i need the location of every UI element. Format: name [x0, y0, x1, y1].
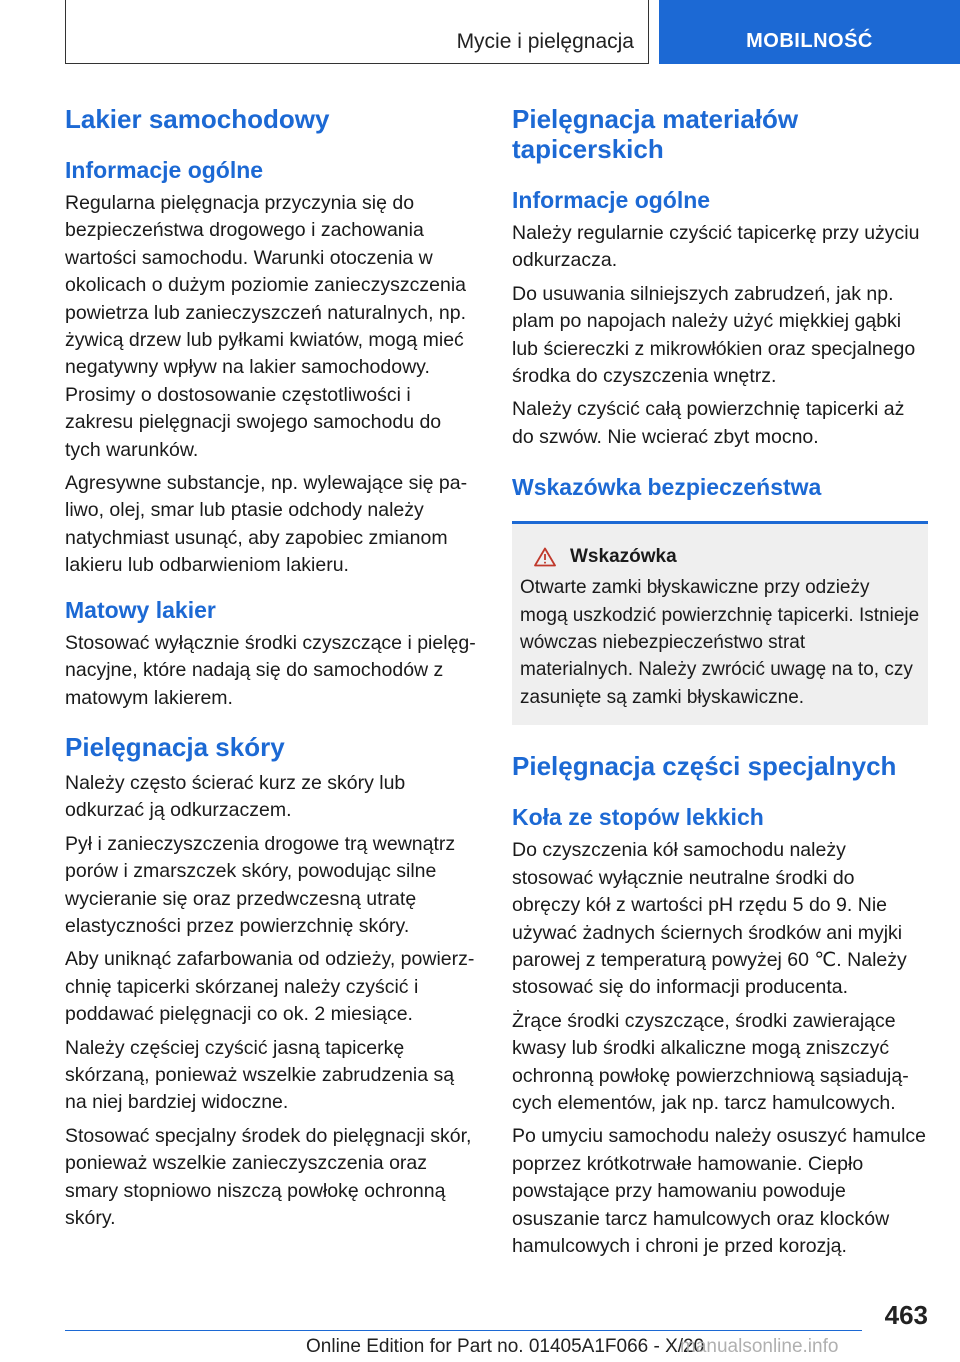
footer-rule — [65, 1330, 862, 1331]
chapter-title: MOBILNOŚĆ — [746, 30, 873, 52]
watermark: manualsonline.info — [680, 1336, 839, 1357]
right-column — [512, 100, 928, 1260]
heading-czesci: Pielęgnacja części specjalnych — [512, 751, 897, 782]
paragraph: Po umyciu samochodu należy osuszyć hamulce poprzez krótkotrwałe hamowanie. Ciepło powstające przy hamowaniu powoduje osuszanie tarcz hamulcowych oraz klocków hamulcowych i chroni je przed korozją. — [512, 1125, 927, 1257]
warning-triangle-icon — [534, 547, 556, 567]
heading-skora: Pielęgnacja skóry — [65, 731, 285, 762]
heading-matowy: Matowy lakier — [65, 596, 216, 623]
page-header — [0, 0, 960, 66]
chapter-tab — [659, 0, 960, 64]
edition-text: Online Edition for Part no. 01405A1F066 - X/20 — [306, 1336, 705, 1357]
paragraph: Do usuwania silniejszych zabrudzeń, jak np. plam po napojach należy użyć miękkiej gąbki lub ściereczki z mikrowłókien oraz specjalnego środka do czyszczenia wnętrz. — [512, 282, 916, 388]
paragraph: Należy często ścierać kurz ze skóry lub odkurzać ją odkurzaczem. — [65, 771, 406, 822]
paragraph: Stosować wyłącznie środki czyszczące i pielęgnacyjne, które nadają się do samochodów z matowym lakierem. — [65, 631, 476, 709]
left-column — [65, 100, 477, 1232]
paragraph: Do czyszczenia kół samochodu należy stosować wyłącznie neutralne środki do obręczy kół z wartości pH rzędu 5 do 9. Nie używać żadnych ściernych środków ani myjki parowej z temperaturą powyżej 60 ℃. Należy stosować się do informacji producenta. — [512, 839, 907, 999]
paragraph: Pył i zanieczyszczenia drogowe trą wewnątrz porów i zmarszczek skóry, powodując silne wycieranie się oraz przedwczesną utratę elastyczności przez powierzchnię skóry. — [65, 832, 456, 937]
heading-info-general: Informacje ogólne — [512, 187, 711, 213]
paragraph: Aby uniknąć zafarbowania od odzieży, powierzchnię tapicerki skórzanej należy czyścić i poddawać pielęgnacji co ok. 2 miesiące. — [65, 948, 475, 1026]
paragraph: Należy czyścić całą powierzchnię tapicerki aż do szwów. Nie wcierać zbyt mocno. — [512, 398, 905, 448]
heading-lakier: Lakier samochodowy — [65, 104, 330, 134]
heading-info-general: Informacje ogólne — [65, 157, 264, 183]
notice-text: Otwarte zamki błyskawiczne przy odzieży mogą uszkodzić powierzchnię tapicerki. Istnieje wówczas niebezpieczeństwo strat materialnych. Należy zwrócić uwagę na to, czy zasunięte są zamki błyskawiczne. — [520, 577, 920, 708]
paragraph: Regularna pielęgnacja przyczynia się do bezpieczeństwa drogowego i zachowania wartości samochodu. Warunki otoczenia w okolicach o dużym poziomie zanieczyszczenia powietrza lub zanieczyszczeń naturalnych, np. żywicą drzew lub pyłkami kwiatów, mogą mieć negatywny wpływ na lakier samochodowy. Prosimy o dostosowanie częstotliwości i zakresu pielęgnacji swojego samochodu do tych warunków. — [65, 192, 467, 461]
paragraph: Należy regularnie czyścić tapicerkę przy użyciu odkurzacza. — [512, 222, 920, 272]
notice-title: Wskazówka — [570, 546, 677, 568]
paragraph: Agresywne substancje, np. wylewające się paliwo, olej, smar lub ptasie odchody należy natychmiast usunąć, aby zapobiec zmianom lakieru lub odbarwieniom lakieru. — [65, 472, 468, 577]
paragraph: Stosować specjalny środek do pielęgnacji skór, ponieważ wszelkie zanieczyszczenia oraz smary stopniowo niszczą powłokę ochronną skóry. — [65, 1124, 472, 1229]
safety-notice-box — [512, 521, 928, 725]
paragraph: Żrące środki czyszczące, środki zawierające kwasy lub środki alkaliczne mogą zniszczyć ochronną powłokę powierzchniową sąsiadujących elementów, jak np. tarcz hamulcowych. — [512, 1009, 909, 1114]
section-header-box — [65, 0, 649, 64]
heading-wskazowka: Wskazówka bezpieczeństwa — [512, 474, 822, 501]
paragraph: Należy częściej czyścić jasną tapicerkę skórzaną, ponieważ wszelkie zabrudzenia są na niej bardziej widoczne. — [65, 1036, 455, 1114]
heading-tapicer: Pielęgnacja materiałów tapicerskich — [512, 104, 799, 164]
notice-header — [534, 546, 920, 568]
section-title: Mycie i pielęgnacja — [456, 30, 634, 53]
heading-kola: Koła ze stopów lekkich — [512, 804, 764, 831]
page-number: 463 — [884, 1300, 928, 1330]
